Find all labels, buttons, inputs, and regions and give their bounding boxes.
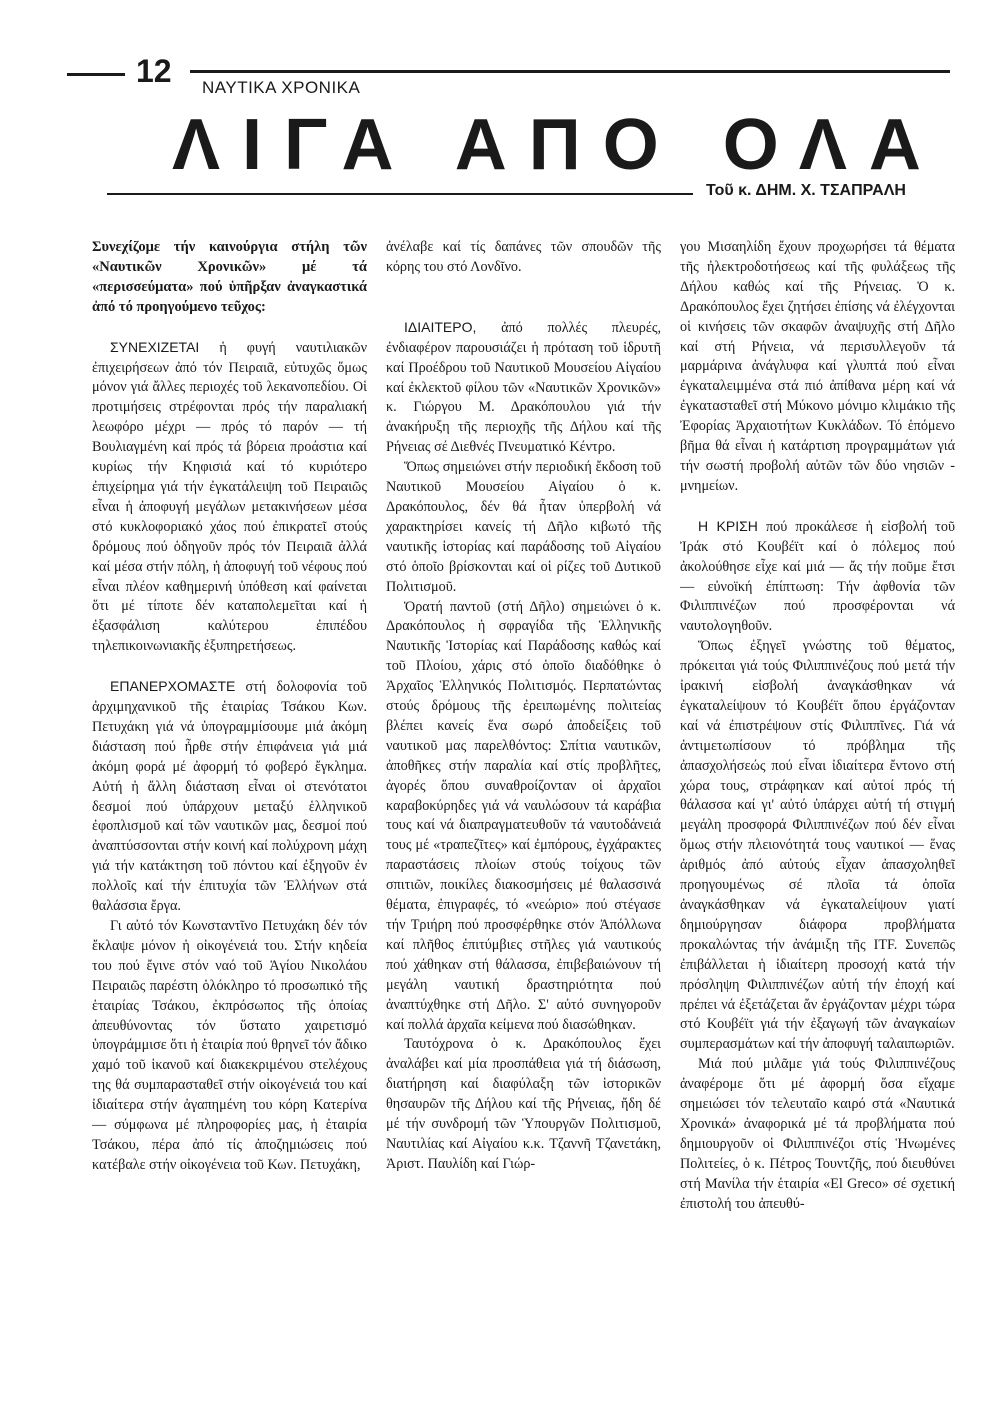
paragraph [680, 517, 955, 637]
paragraph: Ταυτόχρονα ὁ κ. Δρακόπουλος ἔχει ἀναλάβει καί μία προσπάθεια γιά τή διάσωση, διατήρηση καί διαφύλαξη τῶν ἱστορικῶν θησαυρῶν τῆς Δήλου καί τῆς Ρήνειας, ἤδη δέ μέ τήν συνδρομή τῶν Ὑπουργῶν Πολιτισμοῦ, Ναυτιλίας καί Αἰγαίου κ.κ. Τζαννῆ Τζανετάκη, Ἀριστ. Παυλίδη καί Γιώρ- [386, 1036, 661, 1172]
paragraph: ἀνέλαβε καί τίς δαπάνες τῶν σπουδῶν τῆς κόρης του στό Λονδῖνο. [386, 239, 661, 275]
header-rule-right [190, 70, 950, 73]
paragraph [386, 318, 661, 458]
column-3 [680, 238, 955, 1408]
paragraph-text: πού προκάλεσε ἡ εἰσβολή τοῦ Ἰράκ στό Κουβέϊτ καί ὁ πόλεμος πού ἀκολούθησε εἶχε καί μιά — ἄς τήν ποῦμε ἔτσι— εὐνοϊκή ἐπίπτωση: Τήν ἀφθονία τῶν Φιλιππινέζων πού προσφέρονται νά ναυτολογηθοῦν. [680, 518, 955, 635]
paragraph-lead: ΣΥΝΕΧΙΖΕΤΑΙ [110, 338, 200, 355]
page-header [0, 0, 1000, 110]
paragraph: Ὁρατή παντοῦ (στή Δῆλο) σημειώνει ὁ κ. Δρακόπουλος ἡ σφραγίδα τῆς Ἑλληνικῆς Ναυτικῆς Ἱστορίας καί Παράδοσης καθώς καί τοῦ Πλοίου, χάρις στό ὁποῖο διαδόθηκε ὁ Ἀρχαῖος Ἑλληνικός Πολιτισμός. Περπατώντας στούς δρόμους τῆς ἐρειπωμένης πολιτείας βλέπει κανείς ἕνα σωρό ἀποδείξεις τοῦ ναυτικοῦ μας παρελθόντος: Σπίτια ναυτικῶν, ἀποθῆκες στήν παραλία καί στίς προβλῆτες, ἀγορές ὅπου συναθροίζονταν οἱ ἀρχαῖοι καραβοκύρηδες γιά νά ναυλώσουν τά καράβια τους καί νά διαπραγματευθοῦν τά ναυτοδάνειά τους μέ «τραπεζῖτες» καί ἐμπόρους, ἐγχάρακτες παραστάσεις πλοίων στούς τοίχους τῶν σπιτιῶν, ποικίλες διακοσμήσεις μέ θαλασσινά θέματα, ἐπιγραφές, τό «νεώριο» πού στέγασε τήν Τριήρη πού προσφέρθηκε στόν Ἀπόλλωνα καί πλῆθος ἐπιτύμβιες στῆλες γιά ναυτικούς πού χάθηκαν στή θάλασσα, ἐπιβεβαιώνουν τή μεγάλη ναυτική δραστηριότητα πού ἀναπτύχθηκε στή Δῆλο. Σ' αὐτό συνηγοροῦν καί πολλά ἀρχαῖα κείμενα πού διασώθηκαν. [386, 598, 661, 1033]
paragraph-lead: ΙΔΙΑΙΤΕΡΟ, [404, 318, 477, 335]
paragraph [92, 338, 367, 658]
byline-rule [107, 193, 693, 195]
paragraph [92, 677, 367, 917]
article-intro: Συνεχίζομε τήν καινούργια στήλη τῶν «Ναυτικῶν Χρονικῶν» μέ τά «περισσεύματα» πού ὑπῆρξαν ἀναγκαστικά ἀπό τό προηγούμενο τεῦχος: [92, 239, 367, 315]
article-body [0, 238, 1000, 1408]
paragraph: Ὅπως ἐξηγεῖ γνώστης τοῦ θέματος, πρόκειται γιά τούς Φιλιππινέζους πού μετά τήν ἰρακινή εἰσβολή ἀναγκάσθηκαν νά ἐγκαταλείψουν τό Κουβέϊτ ὅπου ἐργάζονταν καί νά ἐπιστρέψουν στίς Φιλιππῖνες. Γιά νά ἀντιμετωπίσουν τό πρόβλημα τῆς ἀπασχολήσεώς πού εἶναι ἰδιαίτερα ἔντονο στή χώρα τους, στράφηκαν καί αὐτοί πρός τή θάλασσα καί γι' αὐτό ὑπάρχει αὐτή τή στιγμή μεγάλη προσφορά Φιλιππινέζων πού δέν εἶναι ὅμως στήν πλειονότητά τους ναυτικοί — ἕνας ἀριθμός ἀπό αὐτούς εἶχαν ἀπασχοληθεῖ προηγουμένως σέ πλοῖα τά ὁποῖα ἀναγκάσθηκαν νά ἐγκαταλείψουν γιατί δημιούργησαν διάφορα προβλήματα προκαλώντας τήν ἀνάμιξη τῆς ITF. Συνεπῶς ἐπιβάλλεται ἡ ἰδιαίτερη προσοχή κατά τήν πρόσληψη Φιλιππινέζων αὐτή τήν ἐποχή καί πρέπει νά ἐξετάζεται ἄν ἐργάζονταν μέχρι τώρα στό Κουβέϊτ γιά τήν ἐξαγωγή τῶν ἀναγκαίων συμπερασμάτων καί τήν ἀποφυγή ταλαιπωριῶν. [680, 638, 955, 1053]
paragraph-text: ἡ φυγή ναυτιλιακῶν ἐπιχειρήσεων ἀπό τόν Πειραιᾶ, εὐτυχῶς ὅμως μόνον γιά ἄλλες περιοχές τοῦ λεκανοπεδίου. Οἱ προτιμήσεις στρέφονται πρός τήν παραλιακή λεωφόρο μέχρι — πρός τό παρόν — τή Βουλιαγμένη καί πρός τά βόρεια προάστια καί κυρίως τήν Κηφισιά καί τό κυριότερο ἐπιχείρημα γιά τήν ἐγκατάλειψη τοῦ Πειραιῶς εἶναι ἡ ἀποφυγή μεγάλων μετακινήσεων μέσα στό κυκλοφοριακό χάος πού ἐπικρατεῖ στούς δρόμους πού ὁδηγοῦν πρός τόν Πειραιᾶ ἀλλά καί μέσα στήν πόλη, ἡ ἀποφυγή τοῦ νέφους πού εἶναι πλέον καθημερινή ὑπόθεση καί φαίνεται ὅτι μέ τίποτε δέν καταπολεμεῖται καί ἡ ἐξασφάλιση καλύτερου ἐπιπέδου τηλεπικοινωνιακῆς ἐξυπηρετήσεως. [92, 339, 367, 655]
paragraph: γου Μισαηλίδη ἔχουν προχωρήσει τά θέματα τῆς ἠλεκτροδοτήσεως καί τῆς φυλάξεως τῆς Δήλου καθώς καί τῆς Ρήνειας. Ὁ κ. Δρακόπουλος ἔχει ζητήσει ἐπίσης νά ἐλέγχονται οἱ κινήσεις τῶν σκαφῶν ἀναψυχῆς στή Δῆλο καί στή Ρήνεια, νά περισυλλεγοῦν τά μαρμάρινα ἀνάγλυφα καί γλυπτά πού εἶναι ἐγκαταλειμμένα στά πιό ἀπίθανα μέρη καί νά ἐγκατασταθεῖ στή Μύκονο μόνιμο κλιμάκιο τῆς Ἐφορίας Ἀρχαιοτήτων Κυκλάδων. Τό ἑπόμενο βῆμα θά εἶναι ἡ κατάρτιση προγραμμάτων γιά τήν σωστή προβολή αὐτῶν τῶν δύο νησιῶν - μνημείων. [680, 239, 955, 494]
paragraph: Μιά πού μιλᾶμε γιά τούς Φιλιππινέζους ἀναφέρομε ὅτι μέ ἀφορμή ὅσα εἴχαμε σημειώσει τόν τελευταῖο καιρό στά «Ναυτικά Χρονικά» ἀναφορικά μέ τά προβλήματα πού δημιουργοῦν οἱ Φιλιππινέζοι στίς Ἡνωμένες Πολιτείες, ὁ κ. Πέτρος Τουντζῆς, πού διευθύνει στή Μανίλα τήν ἑταιρία «El Greco» σέ σχετική ἐπιστολή του ἀπευθύ- [680, 1056, 955, 1212]
magazine-title: ΝΑΥΤΙΚΑ ΧΡΟΝΙΚΑ [202, 78, 361, 97]
paragraph: Γι αὐτό τόν Κωνσταντῖνο Πετυχάκη δέν τόν ἔκλαψε μόνον ἡ οἰκογένειά του. Στήν κηδεία του πού ἔγινε στόν ναό τοῦ Ἁγίου Νικολάου Πειραιῶς παρέστη ὁλόκληρο τό προσωπικό τῆς ἑταιρίας Τσάκου, ἐκπρόσωπος τῆς ὁποίας ἀπευθύνοντας τόν ὕστατο χαιρετισμό ὑπογράμμισε ὅτι ἡ ἑταιρία πού θρηνεῖ τόν ἄδικο χαμό τοῦ ἱκανοῦ καί διακεκριμένου στελέχους της θά συμπαρασταθεῖ στήν οἰκογένειά του καί ἰδιαίτερα στήν ἀγαπημένη του κόρη Κατερίνα — σύμφωνα μέ πληροφορίες μας, ἡ ἑταιρία Τσάκου, πέρα ἀπό τίς ἀποζημιώσεις πού κατέβαλε στήν οἰκογένεια τοῦ Κων. Πετυχάκη, [92, 918, 367, 1173]
column-1 [92, 238, 367, 1408]
page-number: 12 [136, 53, 172, 89]
column-2 [386, 238, 661, 1408]
header-rule-left [67, 73, 125, 76]
paragraph-lead: Η ΚΡΙΣΗ [698, 517, 758, 534]
paragraph-text: ἀπό πολλές πλευρές, ἐνδιαφέρον παρουσιάζει ἡ πρόταση τοῦ ἱδρυτῆ καί Προέδρου τοῦ Ναυτικοῦ Μουσείου Αἰγαίου καί ἐκλεκτοῦ φίλου τῶν «Ναυτικῶν Χρονικῶν» κ. Γιώργου Μ. Δρακόπουλου γιά τήν ἀνακήρυξη τῆς περιοχῆς τῆς Δήλου καί τῆς Ρήνειας σέ Διεθνές Πνευματικό Κέντρο. [386, 319, 661, 456]
article-byline: Τοῦ κ. ΔΗΜ. Χ. ΤΣΑΠΡΑΛΗ [706, 182, 906, 199]
paragraph: Ὅπως σημειώνει στήν περιοδική ἔκδοση τοῦ Ναυτικοῦ Μουσείου Αἰγαίου ὁ κ. Δρακόπουλος, δέν θά ἦταν ὑπερβολή νά χαρακτηρίσει κανείς τή Δῆλο κιβωτό τῆς ναυτικῆς ἱστορίας καί παράδοσης τοῦ Αἰγαίου στό ὁποῖο βρίσκονται καί οἱ ρίζες τοῦ Δυτικοῦ Πολιτισμοῦ. [386, 459, 661, 595]
paragraph-text: στή δολοφονία τοῦ ἀρχιμηχανικοῦ τῆς ἑταιρίας Τσάκου Κων. Πετυχάκη γιά νά ὑπογραμμίσουμε μιά ἀκόμη διάσταση πού ἦρθε στήν ἐπιφάνεια γιά μιά ἀκόμη φορά μέ ἀφορμή τό φοβερό ἔγκλημα. Αὐτή ἡ ἄλλη διάσταση εἶναι οἱ στενότατοι δεσμοί πού ὑπάρχουν μεταξύ ἑλληνικοῦ ἐφοπλισμοῦ καί τῶν ναυτικῶν μας, δεσμοί πού ἀναπτύσσονται στήν κοινή καί πολύχρονη μάχη γιά τήν κατάκτηση τοῦ πόντου καί ἐξηγοῦν ἐν πολλοῖς καί τήν ἐπιτυχία τῶν Ἑλλήνων στά θαλάσσια ἔργα. [92, 679, 367, 915]
paragraph-lead: ΕΠΑΝΕΡΧΟΜΑΣΤΕ [110, 678, 236, 695]
article-headline: ΛΙΓΑ ΑΠΟ ΟΛΑ [172, 105, 943, 185]
